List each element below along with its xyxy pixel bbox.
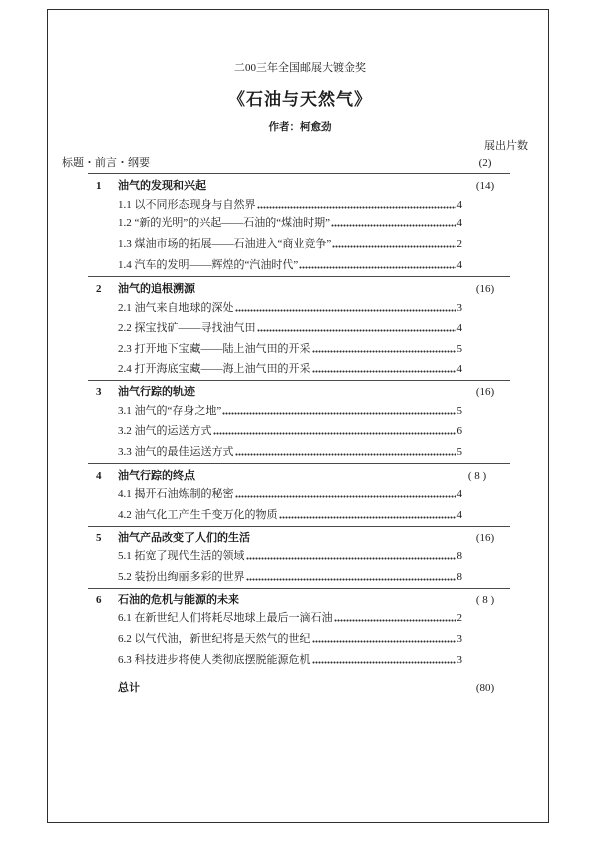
toc-item [118, 237, 462, 251]
item-count: 4 [456, 509, 462, 521]
toc-item [118, 611, 462, 625]
toc-item [118, 508, 462, 522]
toc-item [118, 258, 462, 272]
dot-leader [334, 618, 456, 622]
toc-item [118, 198, 462, 212]
item-label: 3.3 油气的最佳运送方式 [118, 446, 234, 458]
item-label: 3.2 油气的运送方式 [118, 425, 212, 437]
dot-leader [235, 452, 456, 456]
toc-item [118, 404, 462, 418]
item-label: 2.3 打开地下宝藏——陆上油气田的开采 [118, 343, 311, 355]
toc-item [118, 653, 462, 667]
toc-item [118, 301, 462, 315]
item-count: 4 [456, 199, 462, 211]
item-label: 1.4 汽车的发明——辉煌的“汽油时代” [118, 259, 299, 271]
item-count: 4 [456, 259, 462, 271]
section-heading [96, 282, 500, 296]
divider [88, 526, 510, 527]
item-label: 6.3 科技进步将使人类彻底摆脱能源危机 [118, 654, 311, 666]
item-label: 2.2 探宝找矿——寻找油气田 [118, 322, 256, 334]
section-count: ( 8 ) [475, 594, 495, 606]
award-line: 二00三年全国邮展大镀金奖 [234, 62, 366, 74]
dot-leader [299, 265, 455, 269]
item-label: 4.1 揭开石油炼制的秘密 [118, 488, 234, 500]
dot-leader [235, 308, 456, 312]
dot-leader [279, 515, 456, 519]
section-number: 1 [96, 180, 102, 192]
item-label: 6.1 在新世纪人们将耗尽地球上最后一滴石油 [118, 612, 333, 624]
intro-row [62, 156, 500, 170]
item-count: 4 [456, 488, 462, 500]
section-number: 5 [96, 532, 102, 544]
section-number: 4 [96, 470, 102, 482]
item-label: 6.2 以气代油，新世纪将是天然气的世纪 [118, 633, 311, 645]
total-label: 总计 [118, 682, 140, 694]
item-count: 8 [456, 550, 462, 562]
dot-leader [331, 223, 455, 227]
dot-leader [222, 411, 455, 415]
dot-leader [312, 660, 456, 664]
page-title: 《石油与天然气》 [228, 90, 372, 109]
section-heading [96, 531, 500, 545]
toc-item [118, 321, 462, 335]
dot-leader [257, 205, 456, 209]
dot-leader [246, 577, 456, 581]
section-heading [96, 385, 500, 399]
item-label: 3.1 油气的“存身之地” [118, 405, 222, 417]
divider [88, 276, 510, 277]
item-label: 2.4 打开海底宝藏——海上油气田的开采 [118, 363, 311, 375]
item-count: 2 [456, 612, 462, 624]
dot-leader [235, 494, 456, 498]
item-label: 4.2 油气化工产生千变万化的物质 [118, 509, 278, 521]
section-heading [96, 179, 500, 193]
section-title: 石油的危机与能源的未来 [118, 594, 239, 606]
item-count: 4 [456, 322, 462, 334]
count-column-heading: 展出片数 [484, 140, 528, 152]
section-heading [96, 469, 500, 483]
item-count: 2 [456, 238, 462, 250]
toc-item [118, 216, 462, 230]
item-label: 5.1 拓宽了现代生活的领域 [118, 550, 245, 562]
section-title: 油气的发现和兴起 [118, 180, 206, 192]
divider [88, 380, 510, 381]
toc-item [118, 445, 462, 459]
dot-leader [312, 369, 456, 373]
item-count: 4 [456, 363, 462, 375]
dot-leader [257, 328, 456, 332]
item-label: 1.3 煤油市场的拓展——石油进入“商业竞争” [118, 238, 332, 250]
section-heading [96, 593, 500, 607]
toc-item [118, 632, 462, 646]
intro-label: 标题・前言・纲要 [62, 157, 150, 169]
section-title: 油气行踪的轨迹 [118, 386, 195, 398]
section-count: ( 8 ) [467, 470, 487, 482]
section-number: 2 [96, 283, 102, 295]
item-count: 3 [456, 302, 462, 314]
divider [88, 463, 510, 464]
toc-item [118, 570, 462, 584]
item-count: 3 [456, 633, 462, 645]
divider [88, 173, 510, 174]
section-title: 油气行踪的终点 [118, 470, 195, 482]
item-label: 5.2 装扮出绚丽多彩的世界 [118, 571, 245, 583]
section-title: 油气产品改变了人们的生活 [118, 532, 250, 544]
section-count: (16) [475, 283, 495, 295]
toc-item [118, 342, 462, 356]
item-count: 5 [456, 343, 462, 355]
item-count: 5 [456, 446, 462, 458]
dot-leader [332, 244, 455, 248]
item-label: 2.1 油气来自地球的深处 [118, 302, 234, 314]
item-count: 3 [456, 654, 462, 666]
total-count: (80) [475, 682, 495, 694]
total-row [118, 681, 500, 695]
section-count: (16) [475, 386, 495, 398]
item-count: 6 [456, 425, 462, 437]
dot-leader [312, 349, 456, 353]
toc-item [118, 487, 462, 501]
divider [88, 588, 510, 589]
toc-item [118, 549, 462, 563]
item-count: 5 [456, 405, 462, 417]
item-label: 1.1 以不同形态现身与自然界 [118, 199, 256, 211]
section-count: (14) [475, 180, 495, 192]
item-label: 1.2 “新的光明”的兴起——石油的“煤油时期” [118, 217, 331, 229]
dot-leader [213, 431, 456, 435]
section-title: 油气的追根溯源 [118, 283, 195, 295]
author-line: 作者：柯愈劲 [268, 122, 332, 133]
section-number: 3 [96, 386, 102, 398]
intro-count: (2) [478, 157, 492, 169]
toc-item [118, 362, 462, 376]
section-number: 6 [96, 594, 102, 606]
section-count: (16) [475, 532, 495, 544]
item-count: 8 [456, 571, 462, 583]
dot-leader [312, 639, 456, 643]
item-count: 4 [456, 217, 462, 229]
toc-item [118, 424, 462, 438]
dot-leader [246, 556, 456, 560]
